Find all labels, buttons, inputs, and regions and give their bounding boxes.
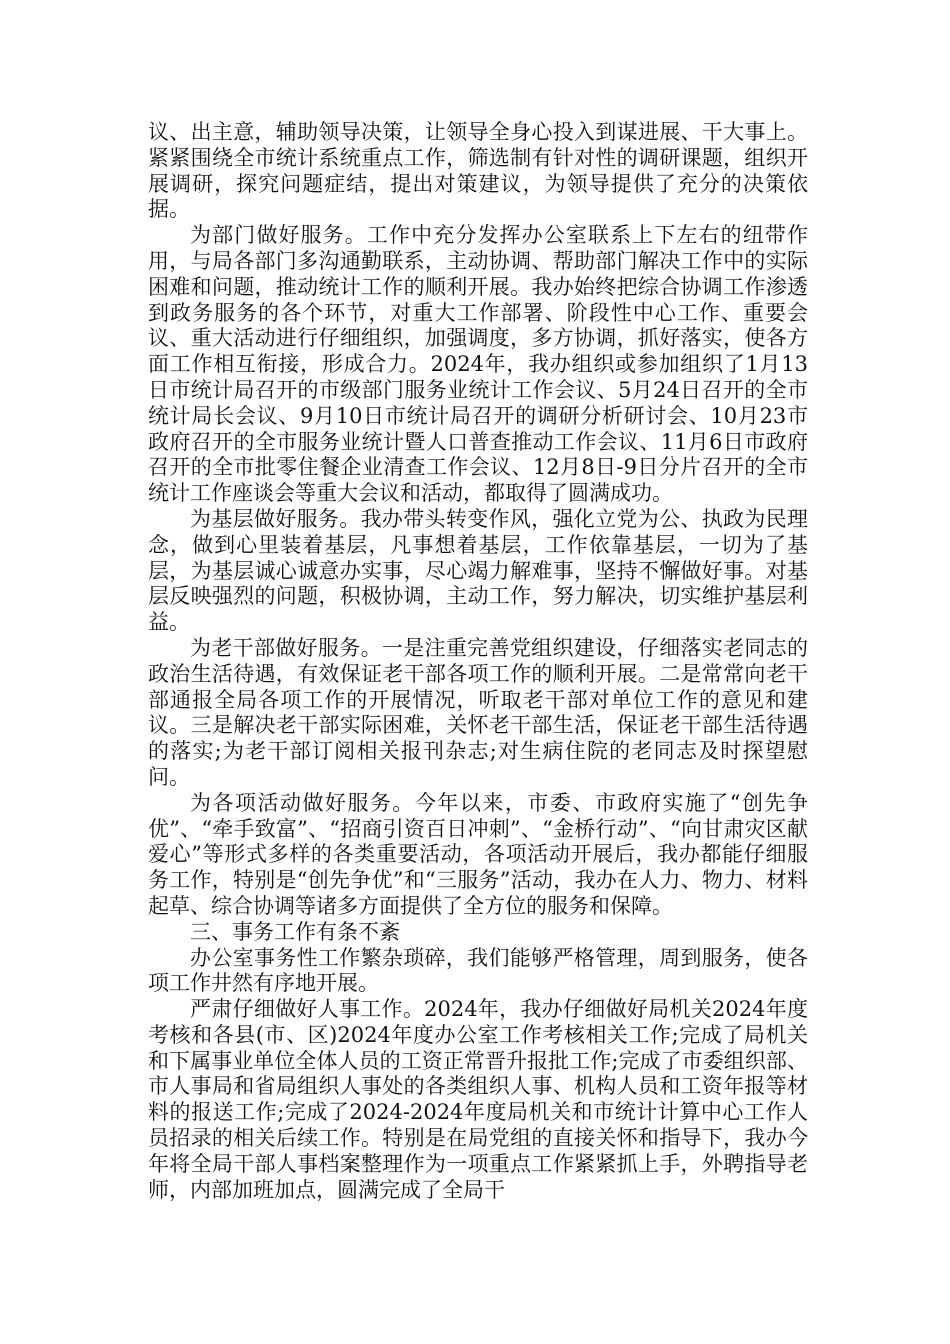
section-heading: 三、事务工作有条不紊: [190, 919, 400, 944]
paragraph-4: 为老干部做好服务。一是注重完善党组织建设，仔细落实老同志的政治生活待遇，有效保证老干部各项工作的顺利开展。二是常常向老干部通报全局各项工作的开展情况，听取老干部对单位工作的意见和建议。三是解决老干部实际困难，关怀老干部生活，保证老干部生活待遇的落实;为老干部订阅相关报刊杂志;对生病住院的老同志及时探望慰问。: [148, 635, 808, 789]
paragraph-3: 为基层做好服务。我办带头转变作风，强化立党为公、执政为民理念，做到心里装着基层，凡事想着基层，工作依靠基层，一切为了基层，为基层诚心诚意办实事，尽心竭力解难事，坚持不懈做好事。对基层反映强烈的问题，积极协调，主动工作，努力解决，切实维护基层利益。: [148, 506, 808, 635]
paragraph-7: 严肃仔细做好人事工作。2024年，我办仔细做好局机关2024年度考核和各县(市、区)2024年度办公室工作考核相关工作;完成了局机关和下属事业单位全体人员的工资正常晋升报批工作;完成了市委组织部、市人事局和省局组织人事处的各类组织人事、机构人员和工资年报等材料的报送工作;完成了2024-2024年度局机关和市统计计算中心工作人员招录的相关后续工作。特别是在局党组的直接关怀和指导下，我办今年将全局干部人事档案整理作为一项重点工作紧紧抓上手，外聘指导老师，内部加班加点，圆满完成了全局干: [148, 997, 808, 1202]
paragraph-1: 议、出主意，辅助领导决策，让领导全身心投入到谋进展、干大事上。紧紧围绕全市统计系统重点工作，筛选制有针对性的调研课题，组织开展调研，探究问题症结，提出对策建议，为领导提供了充分的决策依据。: [148, 120, 808, 222]
document-body: [148, 120, 808, 1203]
paragraph-6: 办公室事务性工作繁杂琐碎，我们能够严格管理，周到服务，使各项工作井然有序地开展。: [148, 945, 808, 996]
paragraph-5: 为各项活动做好服务。今年以来，市委、市政府实施了“创先争优”、“牵手致富”、“招商引资百日冲刺”、“金桥行动”、“向甘肃灾区献爱心”等形式多样的各类重要活动，各项活动开展后，我办都能仔细服务工作，特别是“创先争优”和“三服务”活动，我办在人力、物力、材料起草、综合协调等诸多方面提供了全方位的服务和保障。: [148, 790, 808, 918]
paragraph-2: 为部门做好服务。工作中充分发挥办公室联系上下左右的纽带作用，与局各部门多沟通勤联系，主动协调、帮助部门解决工作中的实际困难和问题，推动统计工作的顺利开展。我办始终把综合协调工作渗透到政务服务的各个环节，对重大工作部署、阶段性中心工作、重要会议、重大活动进行仔细组织，加强调度，多方协调，抓好落实，使各方面工作相互衔接，形成合力。2024年，我办组织或参加组织了1月13日市统计局召开的市级部门服务业统计工作会议、5月24日召开的全市统计局长会议、9月10日市统计局召开的调研分析研讨会、10月23市政府召开的全市服务业统计暨人口普查推动工作会议、11月6日市政府召开的全市批零住餐企业清查工作会议、12月8日-9日分片召开的全市统计工作座谈会等重大会议和活动，都取得了圆满成功。: [148, 223, 808, 506]
